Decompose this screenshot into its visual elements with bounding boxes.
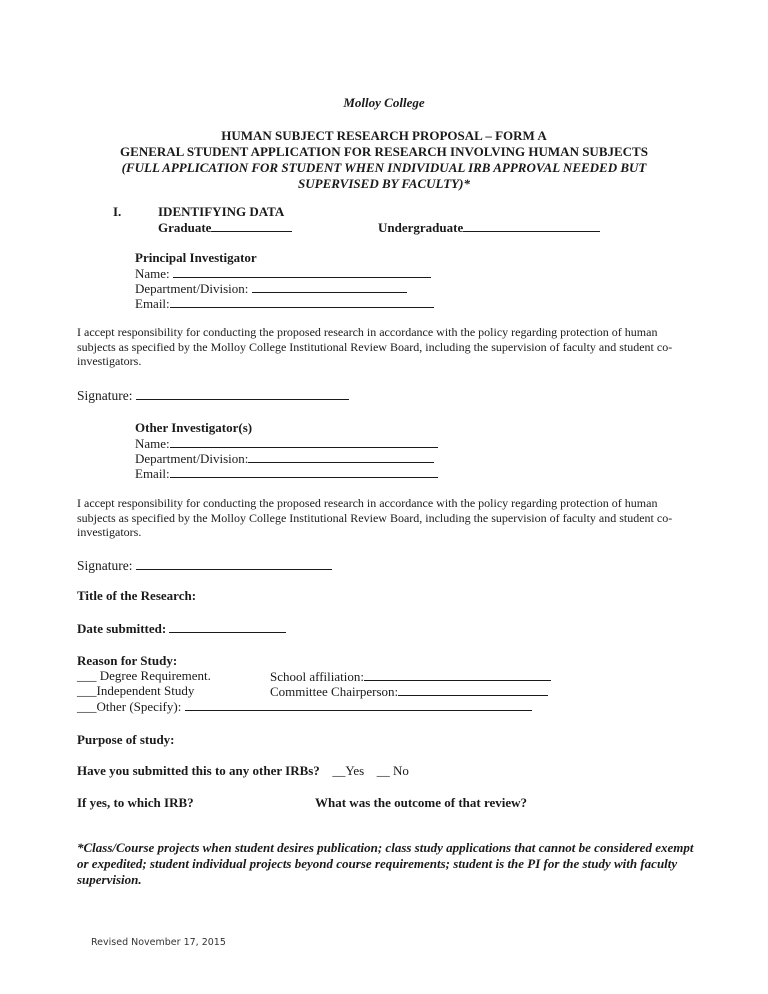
- reason-option-other[interactable]: [77, 698, 532, 714]
- other-signature-input[interactable]: [136, 557, 332, 570]
- other-irbs-question: Have you submitted this to any other IRBs?: [77, 763, 320, 778]
- no-blank[interactable]: __: [376, 763, 390, 778]
- other-email-input[interactable]: [170, 465, 438, 478]
- section-numeral: I.: [113, 204, 122, 219]
- institution-name: Molloy College: [343, 95, 425, 110]
- school-affiliation-field: [270, 668, 551, 684]
- reason-heading: Reason for Study:: [77, 653, 178, 668]
- pi-name-label: Name:: [135, 266, 173, 281]
- school-affiliation-label: School affiliation:: [270, 669, 364, 684]
- review-outcome-label: What was the outcome of that review?: [315, 795, 528, 810]
- school-affiliation-input[interactable]: [364, 668, 551, 681]
- pi-department-input[interactable]: [252, 280, 407, 293]
- other-department-label: Department/Division:: [135, 451, 249, 466]
- pi-signature-input[interactable]: [136, 387, 349, 400]
- date-submitted-input[interactable]: [169, 620, 286, 633]
- pi-signature-label: Signature:: [77, 388, 136, 403]
- other-signature-label: Signature:: [77, 558, 136, 573]
- yes-blank[interactable]: __: [332, 763, 346, 778]
- research-title-label: Title of the Research:: [77, 588, 197, 603]
- other-signature-field: [77, 557, 332, 573]
- other-name-input[interactable]: [170, 435, 438, 448]
- other-email-label: Email:: [135, 466, 170, 481]
- other-specify-input[interactable]: [185, 698, 532, 711]
- other-department-input[interactable]: [248, 450, 434, 463]
- other-investigators-heading: Other Investigator(s): [135, 420, 253, 435]
- other-irbs-row: [77, 763, 409, 778]
- graduate-input[interactable]: [211, 219, 292, 232]
- other-label: Other (Specify):: [96, 699, 185, 714]
- pi-responsibility-statement: I accept responsibility for conducting the proposed research in accordance with the policy regarding protection of human subjects as specified by the Molloy College Institutional Review Board, including the supervision of faculty and student co-investigators.: [77, 325, 673, 368]
- undergraduate-input[interactable]: [463, 219, 600, 232]
- pi-email-input[interactable]: [170, 295, 434, 308]
- committee-chair-field: [270, 683, 548, 699]
- which-irb-label: If yes, to which IRB?: [77, 795, 194, 810]
- pi-email-field: [135, 295, 434, 311]
- pi-department-field: [135, 280, 407, 296]
- degree-checkbox-blank[interactable]: ___: [77, 668, 97, 683]
- pi-heading: Principal Investigator: [135, 250, 257, 265]
- purpose-label: Purpose of study:: [77, 732, 175, 747]
- section-heading: IDENTIFYING DATA: [158, 204, 285, 219]
- other-email-field: [135, 465, 438, 481]
- date-submitted-field: [77, 620, 286, 636]
- undergraduate-label: Undergraduate: [378, 220, 464, 235]
- other-responsibility-statement: I accept responsibility for conducting the proposed research in accordance with the policy regarding protection of human subjects as specified by the Molloy College Institutional Review Board, including the supervision of faculty and student co-investigators.: [77, 496, 673, 539]
- pi-name-field: [135, 265, 431, 281]
- pi-signature-field: [77, 387, 349, 403]
- form-subtitle-line2: SUPERVISED BY FACULTY)*: [298, 176, 470, 191]
- committee-chair-input[interactable]: [398, 683, 548, 696]
- pi-department-label: Department/Division:: [135, 281, 252, 296]
- graduate-label: Graduate: [158, 220, 212, 235]
- reason-option-degree[interactable]: [77, 668, 211, 683]
- form-title-line2: GENERAL STUDENT APPLICATION FOR RESEARCH INVOLVING HUMAN SUBJECTS: [120, 144, 648, 159]
- other-checkbox-blank[interactable]: ___: [77, 699, 97, 714]
- revision-date: Revised November 17, 2015: [91, 937, 226, 948]
- pi-email-label: Email:: [135, 296, 170, 311]
- undergraduate-field: [378, 219, 600, 235]
- no-label: No: [389, 763, 409, 778]
- committee-chair-label: Committee Chairperson:: [270, 684, 399, 699]
- other-name-label: Name:: [135, 436, 170, 451]
- form-title: HUMAN SUBJECT RESEARCH PROPOSAL – FORM A: [221, 128, 547, 143]
- independent-label: Independent Study: [96, 683, 195, 698]
- footnote: *Class/Course projects when student desires publication; class study applications that cannot be considered exempt or expedited; student individual projects beyond course requirements; student is the PI for the study with faculty supervision.: [77, 840, 694, 887]
- pi-name-input[interactable]: [173, 265, 431, 278]
- other-department-field: [135, 450, 434, 466]
- other-name-field: [135, 435, 438, 451]
- date-submitted-label: Date submitted:: [77, 621, 170, 636]
- reason-option-independent[interactable]: [77, 683, 194, 698]
- form-subtitle: (FULL APPLICATION FOR STUDENT WHEN INDIVIDUAL IRB APPROVAL NEEDED BUT: [121, 160, 647, 175]
- degree-label: Degree Requirement.: [96, 668, 211, 683]
- yes-label: Yes: [345, 763, 365, 778]
- independent-checkbox-blank[interactable]: ___: [77, 683, 97, 698]
- graduate-field: [158, 219, 292, 235]
